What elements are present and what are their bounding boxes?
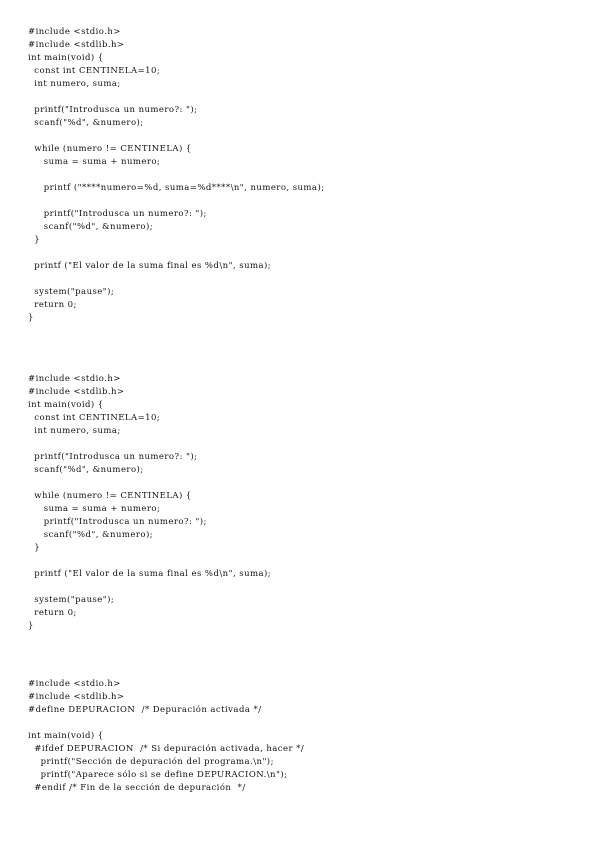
code-line: const int CENTINELA=10; <box>28 66 161 76</box>
code-line: printf("Introdusca un numero?: "); <box>28 517 207 527</box>
code-line: scanf("%d", &numero); <box>28 530 154 540</box>
code-line: #include <stdio.h> <box>28 679 121 689</box>
code-line <box>28 273 588 286</box>
code-line: printf("Introdusca un numero?: "); <box>28 452 198 462</box>
code-line: printf("Introdusca un numero?: "); <box>28 209 207 219</box>
code-line: } <box>28 313 34 323</box>
code-line: return 0; <box>28 300 77 310</box>
code-line <box>28 247 588 260</box>
code-line: printf ("El valor de la suma final es %d\n", suma); <box>28 569 272 579</box>
code-line: #define DEPURACION /* Depuración activada */ <box>28 705 262 715</box>
code-line <box>28 195 588 208</box>
code-listing-1 <box>28 26 588 325</box>
code-line: int main(void) { <box>28 53 104 63</box>
code-line: #ifdef DEPURACION /* Si depuración activada, hacer */ <box>28 744 305 754</box>
code-line: } <box>28 543 41 553</box>
code-line: } <box>28 621 34 631</box>
code-line: printf("Sección de depuración del programa.\n"); <box>28 757 274 767</box>
code-line: system("pause"); <box>28 287 115 297</box>
code-listing-2 <box>28 373 588 633</box>
code-line <box>28 130 588 143</box>
code-line: #include <stdlib.h> <box>28 387 125 397</box>
code-line <box>28 438 588 451</box>
code-line: scanf("%d", &numero); <box>28 465 144 475</box>
code-line <box>28 169 588 182</box>
code-line: int numero, suma; <box>28 79 121 89</box>
code-line: #include <stdlib.h> <box>28 40 125 50</box>
code-line: printf ("El valor de la suma final es %d\n", suma); <box>28 261 272 271</box>
code-line <box>28 581 588 594</box>
code-line: int main(void) { <box>28 400 104 410</box>
code-line: while (numero != CENTINELA) { <box>28 491 192 501</box>
code-line: #include <stdio.h> <box>28 27 121 37</box>
code-line: return 0; <box>28 608 77 618</box>
code-line: printf("Aparece sólo si se define DEPURACION.\n"); <box>28 770 288 780</box>
code-line: system("pause"); <box>28 595 115 605</box>
code-line: } <box>28 235 41 245</box>
code-line: scanf("%d", &numero); <box>28 118 144 128</box>
code-line: printf("Introdusca un numero?: "); <box>28 105 198 115</box>
code-line: while (numero != CENTINELA) { <box>28 144 192 154</box>
code-line: const int CENTINELA=10; <box>28 413 161 423</box>
code-line <box>28 477 588 490</box>
code-line: #endif /* Fin de la sección de depuración */ <box>28 783 246 793</box>
code-line <box>28 91 588 104</box>
code-line <box>28 555 588 568</box>
code-line: int main(void) { <box>28 731 104 741</box>
code-line <box>28 717 588 730</box>
code-listing-3 <box>28 678 588 795</box>
code-line: scanf("%d", &numero); <box>28 222 154 232</box>
code-line: suma = suma + numero; <box>28 504 161 514</box>
code-line: int numero, suma; <box>28 426 121 436</box>
code-line: suma = suma + numero; <box>28 157 161 167</box>
code-line: #include <stdlib.h> <box>28 692 125 702</box>
code-line: #include <stdio.h> <box>28 374 121 384</box>
code-line: printf ("****numero=%d, suma=%d****\n", numero, suma); <box>28 183 325 193</box>
